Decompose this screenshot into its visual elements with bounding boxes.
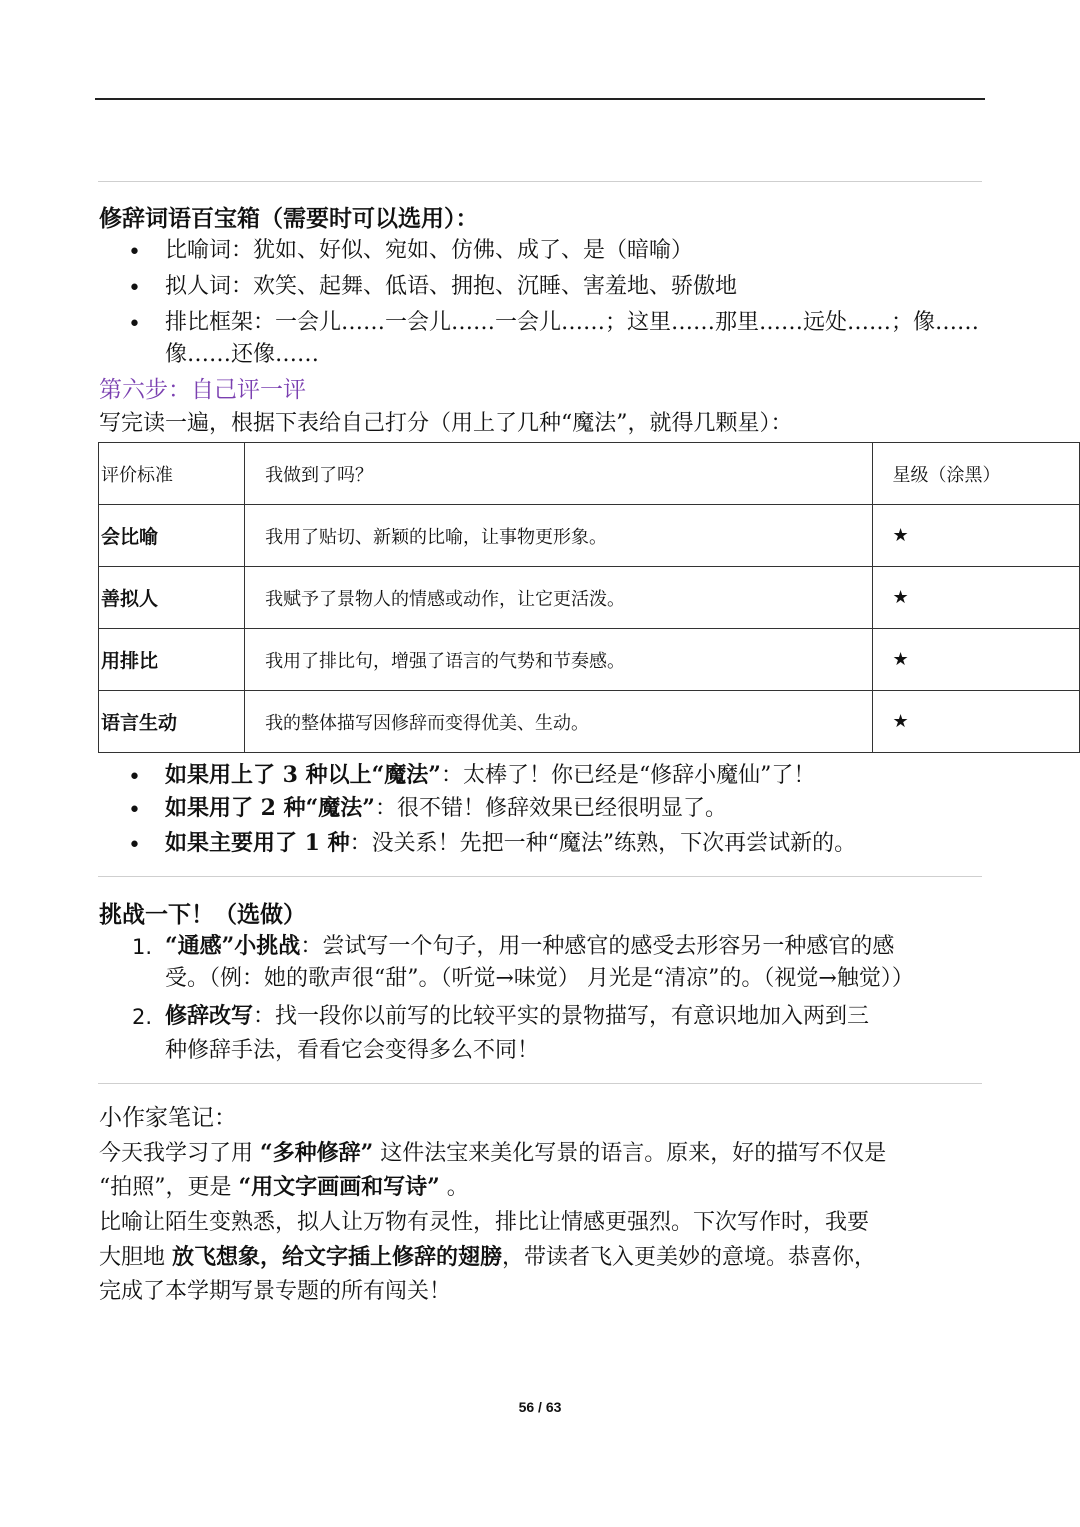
description: 我用了贴切、新颖的比喻，让事物更形象。 [245, 505, 872, 567]
challenge-item-cont: 种修辞手法，看看它会变得多么不同！ [165, 1038, 540, 1063]
toolbox-item-cont: 像……还像…… [165, 342, 320, 367]
table-row [99, 505, 1080, 567]
star-icon[interactable]: ★ [872, 567, 1079, 629]
table-row [99, 567, 1080, 629]
bullet: • [128, 765, 141, 790]
challenge-item: 修辞改写：找一段你以前写的比较平实的景物描写，有意识地加入两到三 [165, 1003, 870, 1029]
bullet: • [128, 312, 141, 337]
header-cell: 我做到了吗？ [245, 443, 872, 505]
result-item: 如果用上了 3 种以上“魔法”：太棒了！你已经是“修辞小魔仙”了！ [165, 762, 816, 788]
toolbox-item: 排比框架：一会儿……一会儿……一会儿……；这里……那里……远处……；像…… [165, 310, 980, 335]
star-icon[interactable]: ★ [872, 505, 1079, 567]
star-icon[interactable]: ★ [872, 691, 1079, 753]
notes-line: 比喻让陌生变熟悉，拟人让万物有灵性，排比让情感更强烈。下次写作时，我要 [99, 1210, 870, 1235]
criterion: 用排比 [101, 650, 159, 672]
challenge-item-cont: 受。（例：她的歌声很“甜”。（听觉→味觉） 月光是“清凉”的。（视觉→触觉）） [165, 966, 914, 991]
criterion: 会比喻 [101, 526, 159, 548]
list-number: 2. [132, 1005, 153, 1029]
bullet: • [128, 798, 141, 823]
criterion: 善拟人 [101, 588, 159, 610]
notes-title: 小作家笔记： [99, 1105, 237, 1131]
notes-line: 今天我学习了用 “多种修辞” 这件法宝来美化写景的语言。原来，好的描写不仅是 [99, 1140, 887, 1166]
table-row [99, 629, 1080, 691]
step6-intro: 写完读一遍，根据下表给自己打分（用上了几种“魔法”，就得几颗星）： [99, 411, 793, 436]
bullet: • [128, 240, 141, 265]
toolbox-item: 比喻词：犹如、好似、宛如、仿佛、成了、是（暗喻） [165, 238, 694, 263]
header-rule [95, 98, 985, 100]
step6-title: 第六步：自己评一评 [99, 377, 306, 403]
bullet: • [128, 833, 141, 858]
notes-line: “拍照”，更是 “用文字画画和写诗” 。 [99, 1174, 469, 1200]
challenge-item: “通感”小挑战：尝试写一个句子，用一种感官的感受去形容另一种感官的感 [165, 933, 895, 959]
result-item: 如果用了 2 种“魔法”：很不错！修辞效果已经很明显了。 [165, 795, 727, 821]
toolbox-title: 修辞词语百宝箱（需要时可以选用）： [99, 205, 479, 232]
table-header-row [99, 443, 1080, 505]
page-number: 56 / 63 [518, 1399, 562, 1415]
challenge-title: 挑战一下！（选做） [99, 901, 306, 928]
description: 我的整体描写因修辞而变得优美、生动。 [245, 691, 872, 753]
list-number: 1. [132, 935, 153, 959]
evaluation-table [98, 442, 1080, 753]
notes-line: 完成了本学期写景专题的所有闯关！ [99, 1279, 452, 1304]
table-row [99, 691, 1080, 753]
header-cell: 评价标准 [99, 443, 245, 505]
description: 我用了排比句，增强了语言的气势和节奏感。 [245, 629, 872, 691]
header-cell: 星级（涂黑） [872, 443, 1079, 505]
notes-line: 大胆地 放飞想象，给文字插上修辞的翅膀，带读者飞入更美妙的意境。恭喜你， [99, 1244, 877, 1270]
section-divider [98, 1083, 982, 1084]
section-divider [98, 181, 982, 182]
section-divider [98, 876, 982, 877]
description: 我赋予了景物人的情感或动作，让它更活泼。 [245, 567, 872, 629]
bullet: • [128, 276, 141, 301]
result-item: 如果主要用了 1 种：没关系！先把一种“魔法”练熟，下次再尝试新的。 [165, 830, 857, 856]
criterion: 语言生动 [101, 712, 178, 734]
star-icon[interactable]: ★ [872, 629, 1079, 691]
toolbox-item: 拟人词：欢笑、起舞、低语、拥抱、沉睡、害羞地、骄傲地 [165, 274, 738, 299]
